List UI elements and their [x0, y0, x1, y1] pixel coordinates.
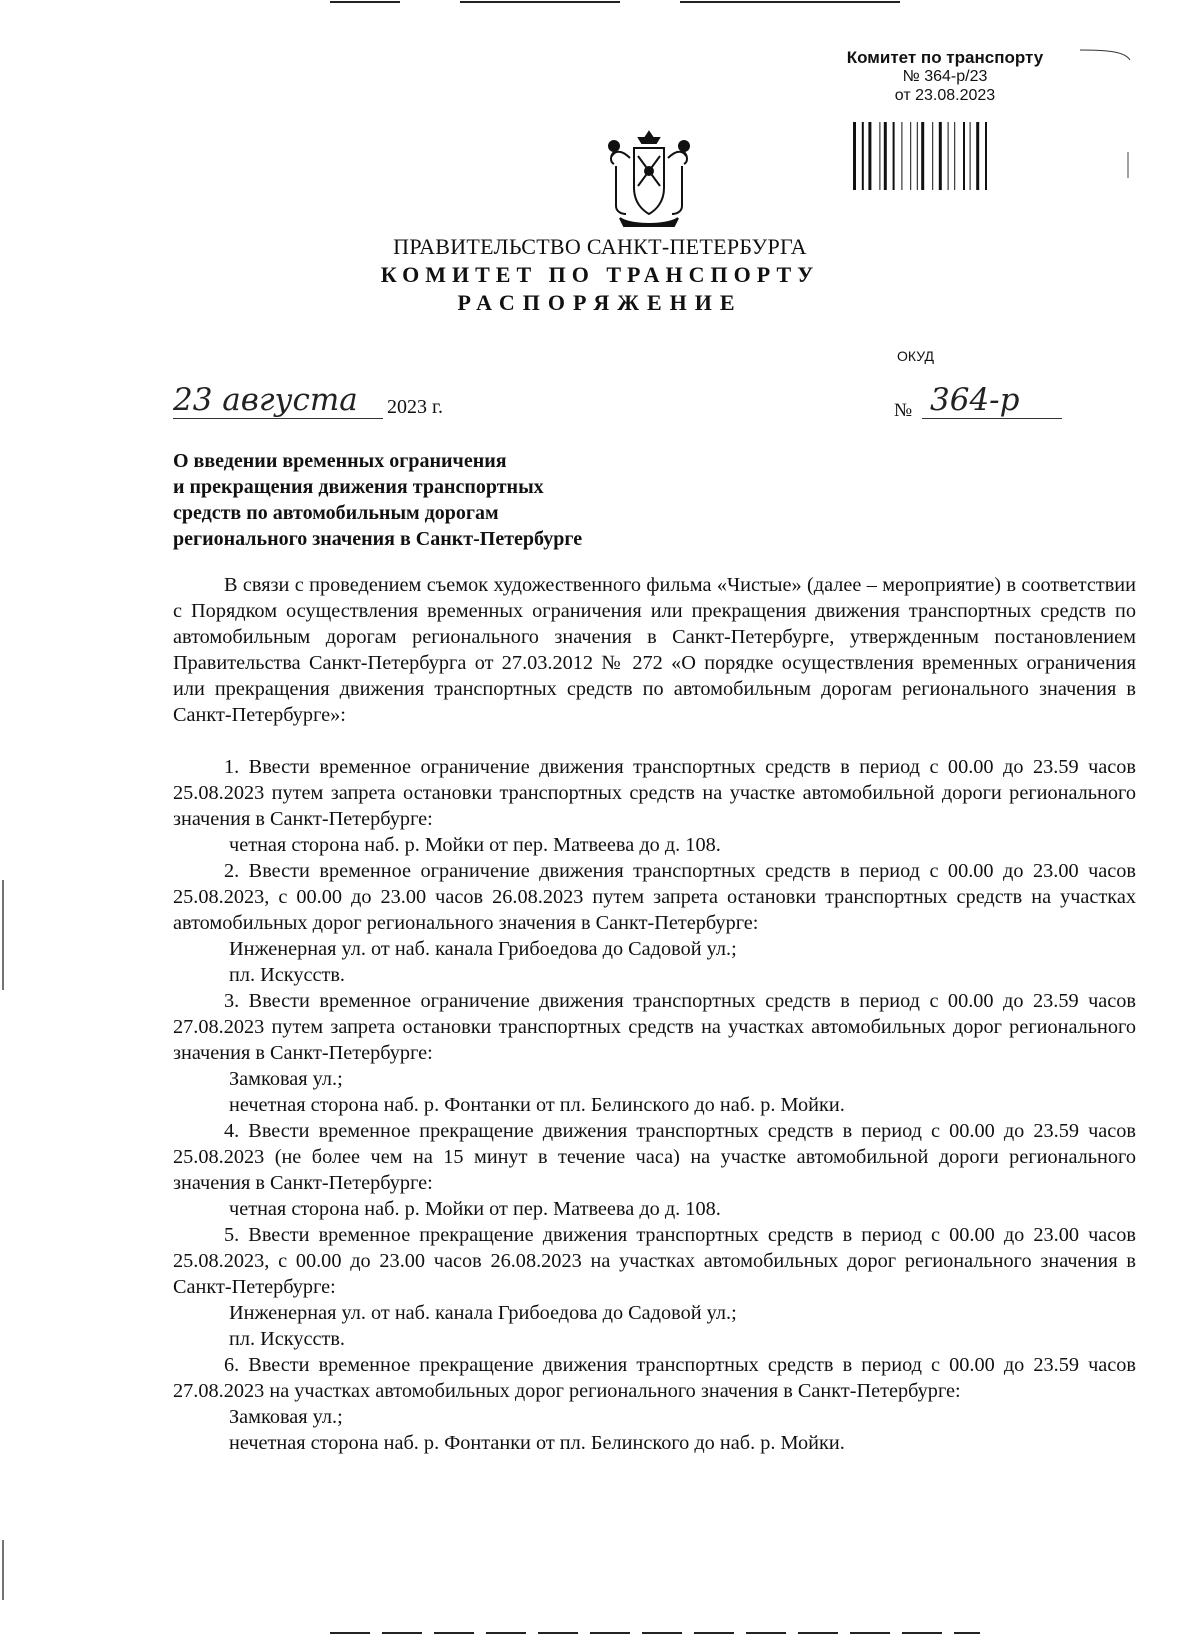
document-type: РАСПОРЯЖЕНИЕ: [457, 290, 743, 315]
clause-2-item: пл. Искусств.: [229, 964, 345, 986]
clause-3-item: Замковая ул.;: [229, 1068, 343, 1090]
barcode-bar: [917, 122, 918, 190]
clause-4-item: четная сторона наб. р. Мойки от пер. Матвеева до д. 108.: [229, 1198, 721, 1220]
barcode-bar: [901, 122, 902, 190]
barcode: [853, 122, 1050, 190]
clause-2-item: Инженерная ул. от наб. канала Грибоедова до Садовой ул.;: [229, 938, 737, 960]
clause-3: 3. Ввести временное ограничение движения транспортных средств в период с 00.00 до 23.59 часов 27.08.2023 путем запрета остановки транспортных средств на участках автомобильных дорог регионального значения в Санкт-Петербурге:: [173, 990, 1136, 1064]
document-body: [173, 572, 1136, 1456]
barcode-bar: [921, 122, 924, 190]
barcode-bar: [963, 122, 965, 190]
coat-of-arms-emblem: [606, 128, 692, 232]
stamp-committee: Комитет по транспорту: [846, 48, 1044, 67]
handwritten-number: 364-р: [922, 382, 1062, 419]
barcode-bar: [948, 122, 949, 190]
barcode-bar: [853, 122, 856, 190]
barcode-bar: [879, 122, 880, 190]
government-name: ПРАВИТЕЛЬСТВО САНКТ-ПЕТЕРБУРГА: [393, 234, 807, 259]
clause-5-item: пл. Искусств.: [229, 1328, 345, 1350]
clause-5-item: Инженерная ул. от наб. канала Грибоедова до Садовой ул.;: [229, 1302, 737, 1324]
registration-stamp: [810, 48, 1080, 105]
handwritten-date: 23 августа: [173, 382, 383, 419]
barcode-bar: [884, 122, 887, 190]
barcode-bar: [893, 122, 895, 190]
barcode-bar: [954, 122, 955, 190]
stamp-date: от 23.08.2023: [894, 87, 996, 104]
document-title: [173, 448, 733, 552]
stamp-number: № 364-р/23: [902, 68, 988, 85]
barcode-bar: [970, 122, 971, 190]
title-line: средств по автомобильным дорогам: [173, 502, 499, 524]
title-line: регионального значения в Санкт-Петербурге: [173, 528, 583, 550]
clause-4: 4. Ввести временное прекращение движения транспортных средств в период с 00.00 до 23.59 часов 25.08.2023 (не более чем на 15 минут в течение часа) на участке автомобильной дороги регионального значения в Санкт-Петербурге:: [173, 1120, 1136, 1194]
clause-6-item: нечетная сторона наб. р. Фонтанки от пл. Белинского до наб. р. Мойки.: [229, 1432, 845, 1454]
committee-name: КОМИТЕТ ПО ТРАНСПОРТУ: [380, 262, 820, 287]
barcode-bar: [910, 122, 911, 190]
clause-1: 1. Ввести временное ограничение движения транспортных средств в период с 00.00 до 23.59 часов 25.08.2023 путем запрета остановки транспортных средств на участке автомобильной дороги регионального значения в Санкт-Петербурге:: [173, 756, 1136, 830]
clause-5: 5. Ввести временное прекращение движения транспортных средств в период с 00.00 до 23.00 часов 25.08.2023, с 00.00 до 23.00 часов 26.08.2023 на участках автомобильных дорог регионального значения в Санкт-Петербурге:: [173, 1224, 1136, 1298]
barcode-bar: [939, 122, 942, 190]
document-number: [894, 382, 1064, 430]
barcode-bar: [985, 122, 987, 190]
clause-2: 2. Ввести временное ограничение движения транспортных средств в период с 00.00 до 23.00 часов 25.08.2023, с 00.00 до 23.00 часов 26.08.2023 путем запрета остановки транспортных средств на участках автомобильных дорог регионального значения в Санкт-Петербурге:: [173, 860, 1136, 934]
title-line: и прекращения движения транспортных: [173, 476, 544, 498]
barcode-bar: [976, 122, 979, 190]
number-sign: №: [894, 400, 913, 421]
clause-6: 6. Ввести временное прекращение движения транспортных средств в период с 00.00 до 23.59 часов 27.08.2023 на участках автомобильных дорог регионального значения в Санкт-Петербурге:: [173, 1354, 1136, 1402]
barcode-bar: [868, 122, 871, 190]
date-year: 2023 г.: [387, 396, 443, 418]
barcode-bar: [862, 122, 864, 190]
okud-label: ОКУД: [897, 348, 934, 364]
preamble-paragraph: В связи с проведением съемок художественного фильма «Чистые» (далее – мероприятие) в соответствии с Порядком осуществления временных ограничения или прекращения движения транспортных средств по автомобильным дорогам регионального значения в Санкт-Петербурге, утвержденным постановлением Правительства Санкт-Петербурга от 27.03.2012 № 272 «О порядке осуществления временных ограничения или прекращения движения транспортных средств по автомобильным дорогам регионального значения в Санкт-Петербурге»:: [173, 574, 1136, 726]
title-line: О введении временных ограничения: [173, 450, 507, 472]
clause-6-item: Замковая ул.;: [229, 1406, 343, 1428]
barcode-bar: [932, 122, 933, 190]
clause-1-item: четная сторона наб. р. Мойки от пер. Матвеева до д. 108.: [229, 834, 721, 856]
clause-3-item: нечетная сторона наб. р. Фонтанки от пл. Белинского до наб. р. Мойки.: [229, 1094, 845, 1116]
